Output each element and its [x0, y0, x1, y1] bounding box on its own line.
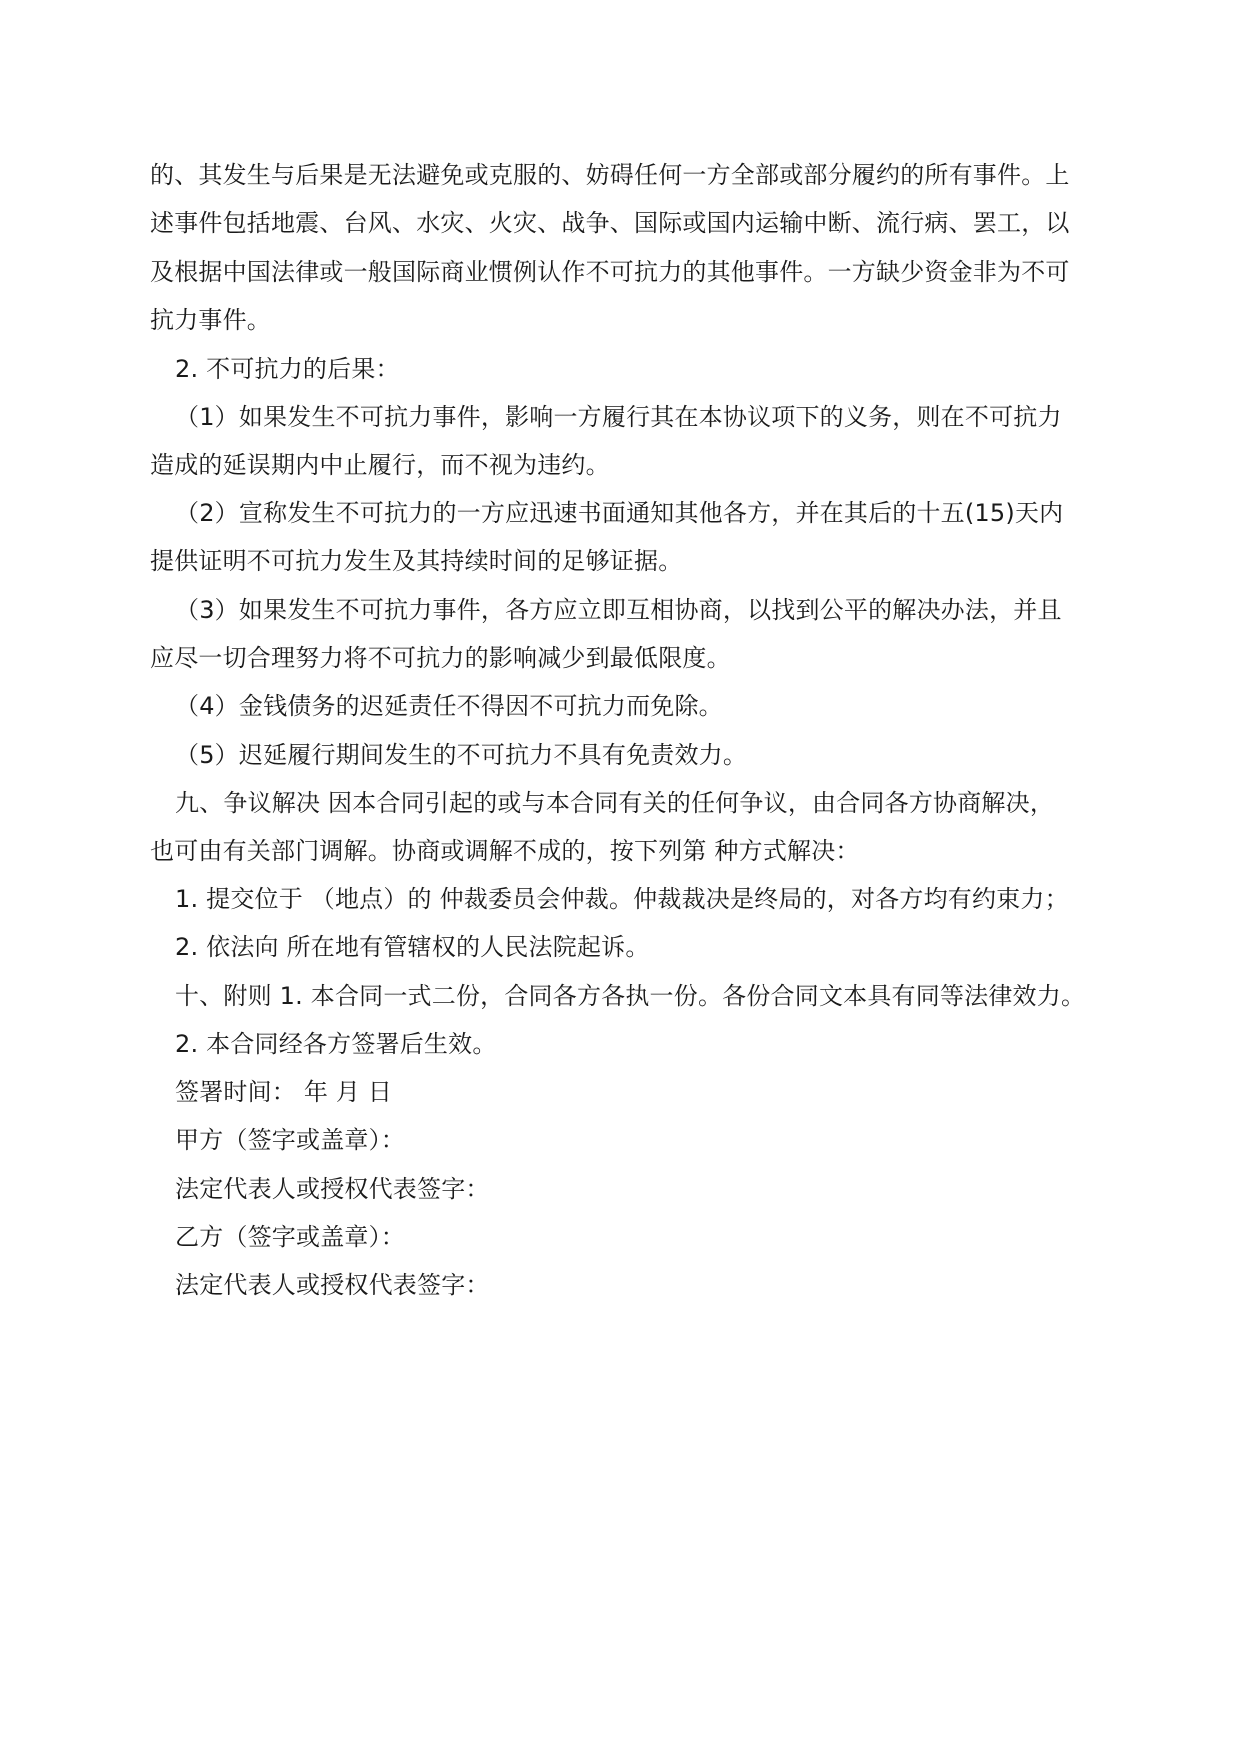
signing-date-label: 签署时间： 年 月 日	[175, 1078, 393, 1106]
party-a-signature-label: 甲方（签字或盖章）：	[175, 1126, 405, 1154]
party-b-representative-label: 法定代表人或授权代表签字：	[175, 1271, 490, 1299]
clause-1-line: 造成的延误期内中止履行，而不视为违约。	[150, 451, 610, 479]
paragraph-line: 抗力事件。	[150, 306, 271, 334]
appendix-line: 2. 本合同经各方签署后生效。	[175, 1030, 497, 1058]
litigation-option: 2. 依法向 所在地有管辖权的人民法院起诉。	[175, 933, 650, 961]
clause-4-line: （4）金钱债务的迟延责任不得因不可抗力而免除。	[175, 692, 723, 720]
paragraph-line: 述事件包括地震、台风、水灾、火灾、战争、国际或国内运输中断、流行病、罢工，以	[150, 209, 1070, 237]
force-majeure-consequences-heading: 2. 不可抗力的后果：	[175, 355, 400, 383]
clause-1-line: （1）如果发生不可抗力事件，影响一方履行其在本协议项下的义务，则在不可抗力	[175, 403, 1062, 431]
arbitration-option: 1. 提交位于 （地点）的 仲裁委员会仲裁。仲裁裁决是终局的，对各方均有约束力；	[175, 885, 1069, 913]
clause-3-line: （3）如果发生不可抗力事件，各方应立即互相协商，以找到公平的解决办法，并且	[175, 596, 1062, 624]
party-a-representative-label: 法定代表人或授权代表签字：	[175, 1175, 490, 1203]
paragraph-line: 及根据中国法律或一般国际商业惯例认作不可抗力的其他事件。一方缺少资金非为不可	[150, 258, 1070, 286]
clause-3-line: 应尽一切合理努力将不可抗力的影响减少到最低限度。	[150, 644, 731, 672]
clause-2-line: 提供证明不可抗力发生及其持续时间的足够证据。	[150, 547, 683, 575]
clause-2-line: （2）宣称发生不可抗力的一方应迅速书面通知其他各方，并在其后的十五(15)天内	[175, 499, 1064, 527]
appendix-heading: 十、附则 1. 本合同一式二份，合同各方各执一份。各份合同文本具有同等法律效力。	[175, 982, 1086, 1010]
dispute-resolution-line: 也可由有关部门调解。协商或调解不成的，按下列第 种方式解决：	[150, 837, 860, 865]
party-b-signature-label: 乙方（签字或盖章）：	[175, 1223, 405, 1251]
clause-5-line: （5）迟延履行期间发生的不可抗力不具有免责效力。	[175, 741, 748, 769]
dispute-resolution-heading: 九、争议解决 因本合同引起的或与本合同有关的任何争议，由合同各方协商解决，	[175, 789, 1055, 817]
paragraph-line: 的、其发生与后果是无法避免或克服的、妨碍任何一方全部或部分履约的所有事件。上	[150, 161, 1070, 189]
